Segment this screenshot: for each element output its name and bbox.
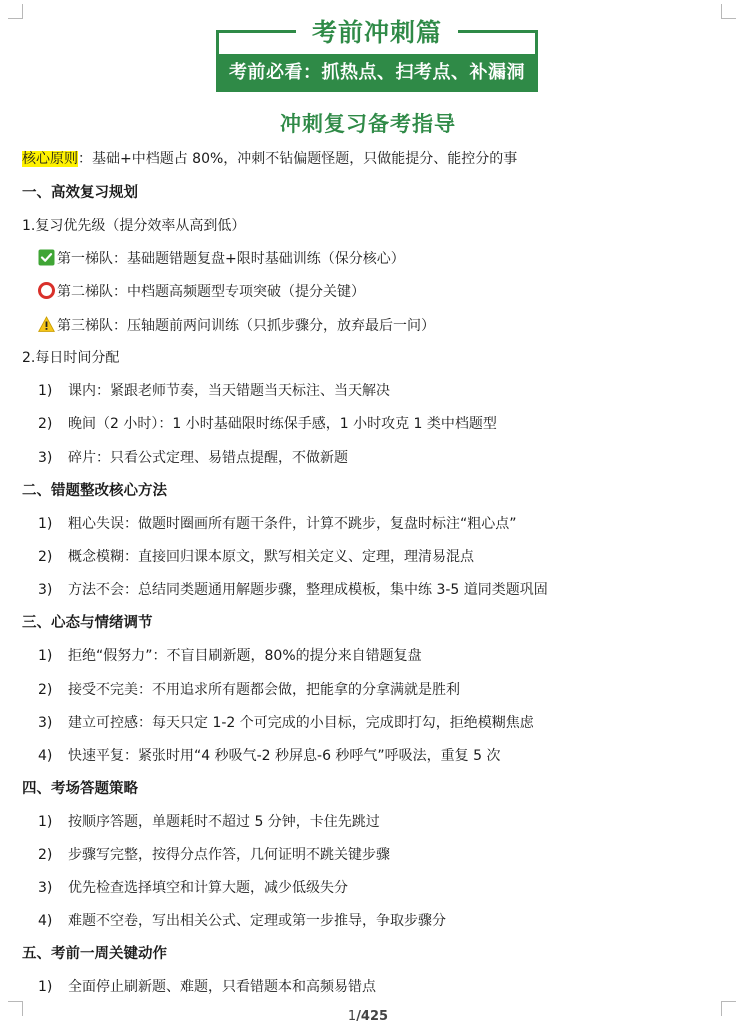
list-text: 全面停止刷新题、难题，只看错题本和高频易错点: [68, 979, 376, 995]
page-corner-mark: [8, 4, 23, 19]
list-text: 粗心失误：做题时圈画所有题干条件，计算不跳步，复盘时标注“粗心点”: [68, 516, 517, 532]
list-text: 接受不完美：不用追求所有题都会做，把能拿的分拿满就是胜利: [68, 682, 460, 698]
page-indicator: [0, 1009, 736, 1024]
header-banner: [216, 16, 538, 92]
list-number: 3): [38, 715, 53, 731]
list-text: 按顺序答题，单题耗时不超过 5 分钟，卡住先跳过: [68, 814, 380, 830]
subheading: 1.复习优先级（提分效率从高到低）: [22, 218, 246, 234]
list-number: 3): [38, 450, 53, 466]
tier-item: [38, 316, 435, 336]
list-text: 概念模糊：直接回归课本原文，默写相关定义、定理，理清易混点: [68, 549, 474, 565]
tier-item: [38, 249, 405, 269]
section-heading: 五、考前一周关键动作: [22, 946, 167, 962]
list-item: [38, 414, 497, 434]
list-item: [38, 448, 348, 468]
list-item: [38, 812, 380, 832]
list-item: [38, 547, 474, 567]
section-heading: 一、高效复习规划: [22, 185, 138, 201]
list-text: 课内：紧跟老师节奏，当天错题当天标注、当天解决: [68, 383, 390, 399]
page-current: 1: [347, 1009, 357, 1024]
list-number: 2): [38, 847, 53, 863]
tier-text: 第三梯队：压轴题前两问训练（只抓步骤分，放弃最后一问）: [57, 318, 435, 334]
list-number: 2): [38, 682, 53, 698]
list-text: 晚间（2 小时）：1 小时基础限时练保手感，1 小时攻克 1 类中档题型: [68, 416, 497, 432]
list-text: 拒绝“假努力”：不盲目刷新题，80%的提分来自错题复盘: [68, 648, 422, 664]
list-item: [38, 911, 446, 931]
tier-text: 第二梯队：中档题高频题型专项突破（提分关键）: [57, 284, 365, 300]
check-box-icon: [38, 249, 55, 266]
core-principle-label: 核心原则: [22, 151, 78, 167]
page-corner-mark: [721, 4, 736, 19]
section-heading: 二、错题整改核心方法: [22, 483, 167, 499]
section-heading: 三、心态与情绪调节: [22, 615, 153, 631]
list-text: 方法不会：总结同类题通用解题步骤，整理成模板，集中练 3-5 道同类题巩固: [68, 582, 548, 598]
banner-title: 考前冲刺篇: [311, 18, 442, 47]
warning-icon: [38, 316, 55, 333]
list-item: [38, 845, 390, 865]
list-text: 碎片：只看公式定理、易错点提醒，不做新题: [68, 450, 348, 466]
list-item: [38, 580, 548, 600]
tier-text: 第一梯队：基础题错题复盘+限时基础训练（保分核心）: [57, 251, 405, 267]
list-number: 4): [38, 913, 53, 929]
document-title: 冲刺复习备考指导: [280, 112, 456, 136]
list-number: 4): [38, 748, 53, 764]
list-number: 1): [38, 383, 53, 399]
list-item: [38, 680, 460, 700]
list-text: 快速平复：紧张时用“4 秒吸气-2 秒屏息-6 秒呼气”呼吸法，重复 5 次: [68, 748, 501, 764]
list-item: [38, 977, 376, 997]
list-number: 2): [38, 416, 53, 432]
banner-subtitle: 考前必看：抓热点、扫考点、补漏洞: [216, 54, 538, 92]
section-heading: 四、考场答题策略: [22, 781, 138, 797]
tier-item: [38, 282, 365, 302]
core-principle-text: ：基础+中档题占 80%，冲刺不钻偏题怪题，只做能提分、能控分的事: [78, 151, 518, 167]
list-number: 1): [38, 814, 53, 830]
list-number: 2): [38, 549, 53, 565]
list-number: 1): [38, 648, 53, 664]
list-item: [38, 746, 501, 766]
core-principle: [22, 149, 517, 169]
red-circle-icon: [38, 282, 55, 299]
list-text: 难题不空卷，写出相关公式、定理或第一步推导，争取步骤分: [68, 913, 446, 929]
list-number: 1): [38, 979, 53, 995]
list-item: [38, 514, 517, 534]
list-text: 建立可控感：每天只定 1-2 个可完成的小目标，完成即打勾，拒绝模糊焦虑: [68, 715, 534, 731]
list-number: 1): [38, 516, 53, 532]
subheading: 2.每日时间分配: [22, 350, 120, 366]
list-item: [38, 381, 390, 401]
list-number: 3): [38, 880, 53, 896]
page-total: /425: [356, 1009, 389, 1024]
list-item: [38, 646, 422, 666]
list-item: [38, 713, 534, 733]
list-item: [38, 878, 348, 898]
list-text: 步骤写完整，按得分点作答，几何证明不跳关键步骤: [68, 847, 390, 863]
list-number: 3): [38, 582, 53, 598]
list-text: 优先检查选择填空和计算大题，减少低级失分: [68, 880, 348, 896]
